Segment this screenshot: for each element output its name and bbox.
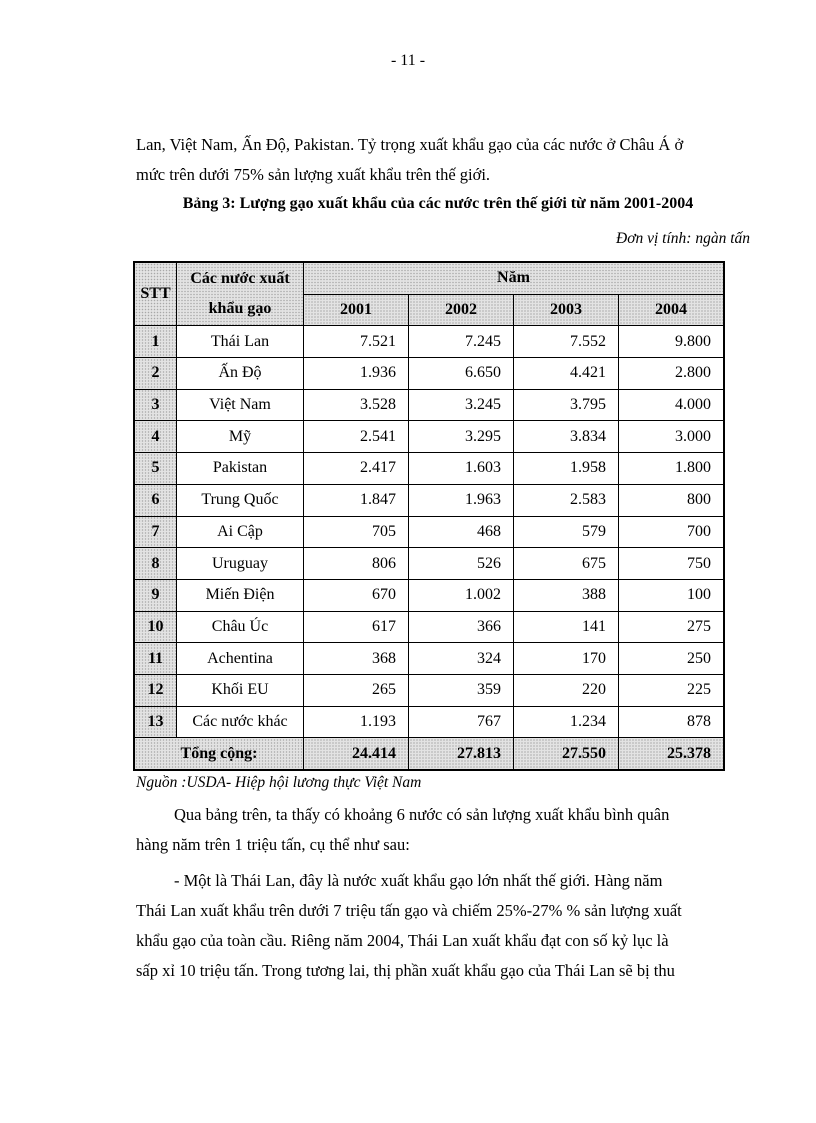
- header-year: 2003: [514, 294, 619, 326]
- intro-paragraph: [136, 130, 740, 190]
- row-value: 1.936: [304, 358, 409, 390]
- row-value: 468: [409, 516, 514, 548]
- row-value: 100: [619, 579, 725, 611]
- unit-note: Đơn vị tính: ngàn tấn: [616, 230, 750, 247]
- rice-export-table-wrapper: [133, 261, 725, 771]
- table-row: [134, 421, 724, 453]
- row-country: Ai Cập: [177, 516, 304, 548]
- table-row: [134, 358, 724, 390]
- row-value: 1.958: [514, 453, 619, 485]
- row-value: 225: [619, 674, 725, 706]
- row-value: 7.245: [409, 326, 514, 358]
- row-value: 2.417: [304, 453, 409, 485]
- row-value: 3.245: [409, 389, 514, 421]
- header-stt: STT: [134, 262, 177, 326]
- row-stt: 11: [134, 643, 177, 675]
- total-value: 27.550: [514, 738, 619, 770]
- row-country: Châu Úc: [177, 611, 304, 643]
- row-value: 705: [304, 516, 409, 548]
- row-value: 700: [619, 516, 725, 548]
- row-value: 806: [304, 548, 409, 580]
- total-value: 24.414: [304, 738, 409, 770]
- header-year: 2004: [619, 294, 725, 326]
- intro-line: mức trên dưới 75% sản lượng xuất khẩu trên thế giới.: [136, 165, 491, 184]
- row-value: 3.795: [514, 389, 619, 421]
- thailand-line: Thái Lan xuất khẩu trên dưới 7 triệu tấn gạo và chiếm 25%-27% % sản lượng xuất: [136, 901, 682, 920]
- row-stt: 7: [134, 516, 177, 548]
- row-value: 250: [619, 643, 725, 675]
- row-value: 675: [514, 548, 619, 580]
- row-country: Pakistan: [177, 453, 304, 485]
- row-stt: 9: [134, 579, 177, 611]
- row-value: 4.421: [514, 358, 619, 390]
- row-value: 3.528: [304, 389, 409, 421]
- table-row: [134, 674, 724, 706]
- row-country: Mỹ: [177, 421, 304, 453]
- table-caption: Bảng 3: Lượng gạo xuất khẩu của các nước trên thế giới từ năm 2001-2004: [182, 195, 694, 212]
- table-row: [134, 643, 724, 675]
- row-country: Các nước khác: [177, 706, 304, 738]
- table-row: [134, 548, 724, 580]
- row-value: 368: [304, 643, 409, 675]
- table-row: [134, 706, 724, 738]
- row-stt: 1: [134, 326, 177, 358]
- row-country: Thái Lan: [177, 326, 304, 358]
- row-stt: 3: [134, 389, 177, 421]
- row-value: 3.834: [514, 421, 619, 453]
- row-value: 7.521: [304, 326, 409, 358]
- row-value: 4.000: [619, 389, 725, 421]
- row-stt: 8: [134, 548, 177, 580]
- row-value: 1.002: [409, 579, 514, 611]
- thailand-paragraph: [136, 866, 740, 986]
- row-stt: 2: [134, 358, 177, 390]
- row-value: 7.552: [514, 326, 619, 358]
- row-stt: 4: [134, 421, 177, 453]
- row-country: Miến Điện: [177, 579, 304, 611]
- header-country-line1: Các nước xuất: [190, 270, 290, 288]
- header-year-group: Năm: [304, 262, 725, 294]
- row-value: 1.234: [514, 706, 619, 738]
- row-value: 2.800: [619, 358, 725, 390]
- table-body: [134, 326, 724, 738]
- total-value: 27.813: [409, 738, 514, 770]
- table-row: [134, 484, 724, 516]
- row-country: Achentina: [177, 643, 304, 675]
- row-value: 265: [304, 674, 409, 706]
- table-row: [134, 453, 724, 485]
- total-value: 25.378: [619, 738, 725, 770]
- header-year: 2001: [304, 294, 409, 326]
- header-year: 2002: [409, 294, 514, 326]
- table-row: [134, 579, 724, 611]
- header-country: [177, 262, 304, 326]
- analysis-paragraph: [136, 800, 740, 860]
- row-value: 3.295: [409, 421, 514, 453]
- row-value: 141: [514, 611, 619, 643]
- rice-export-table: [133, 261, 725, 771]
- row-value: 324: [409, 643, 514, 675]
- row-value: 579: [514, 516, 619, 548]
- row-value: 220: [514, 674, 619, 706]
- row-value: 275: [619, 611, 725, 643]
- row-value: 1.963: [409, 484, 514, 516]
- row-value: 767: [409, 706, 514, 738]
- row-value: 366: [409, 611, 514, 643]
- analysis-line: hàng năm trên 1 triệu tấn, cụ thể như sau:: [136, 835, 410, 854]
- row-value: 1.800: [619, 453, 725, 485]
- row-country: Ấn Độ: [177, 358, 304, 390]
- row-country: Khối EU: [177, 674, 304, 706]
- total-label: Tổng cộng:: [134, 738, 304, 770]
- row-value: 1.603: [409, 453, 514, 485]
- row-value: 617: [304, 611, 409, 643]
- row-stt: 5: [134, 453, 177, 485]
- row-country: Uruguay: [177, 548, 304, 580]
- thailand-line: - Một là Thái Lan, đây là nước xuất khẩu gạo lớn nhất thế giới. Hàng năm: [174, 871, 663, 890]
- thailand-line: khẩu gạo của toàn cầu. Riêng năm 2004, Thái Lan xuất khẩu đạt con số kỷ lục là: [136, 931, 669, 950]
- row-value: 9.800: [619, 326, 725, 358]
- table-row: [134, 611, 724, 643]
- row-value: 6.650: [409, 358, 514, 390]
- row-value: 670: [304, 579, 409, 611]
- row-stt: 6: [134, 484, 177, 516]
- row-value: 800: [619, 484, 725, 516]
- row-stt: 12: [134, 674, 177, 706]
- table-row: [134, 516, 724, 548]
- row-country: Việt Nam: [177, 389, 304, 421]
- row-value: 878: [619, 706, 725, 738]
- intro-line: Lan, Việt Nam, Ấn Độ, Pakistan. Tỷ trọng xuất khẩu gạo của các nước ở Châu Á ở: [136, 135, 684, 154]
- table-row: [134, 389, 724, 421]
- row-value: 3.000: [619, 421, 725, 453]
- row-country: Trung Quốc: [177, 484, 304, 516]
- row-value: 359: [409, 674, 514, 706]
- thailand-line: sấp xỉ 10 triệu tấn. Trong tương lai, thị phần xuất khẩu gạo của Thái Lan sẽ bị thu: [136, 961, 675, 980]
- row-value: 170: [514, 643, 619, 675]
- row-value: 2.583: [514, 484, 619, 516]
- header-country-line2: khẩu gạo: [208, 300, 272, 318]
- analysis-line: Qua bảng trên, ta thấy có khoảng 6 nước có sản lượng xuất khẩu bình quân: [174, 805, 670, 824]
- table-row: [134, 326, 724, 358]
- row-value: 388: [514, 579, 619, 611]
- row-value: 526: [409, 548, 514, 580]
- row-value: 1.847: [304, 484, 409, 516]
- page-number: - 11 -: [390, 52, 426, 69]
- row-value: 750: [619, 548, 725, 580]
- row-stt: 10: [134, 611, 177, 643]
- row-value: 1.193: [304, 706, 409, 738]
- source-note: Nguồn :USDA- Hiệp hội lương thực Việt Nam: [136, 774, 422, 791]
- total-row: [134, 738, 724, 770]
- row-stt: 13: [134, 706, 177, 738]
- row-value: 2.541: [304, 421, 409, 453]
